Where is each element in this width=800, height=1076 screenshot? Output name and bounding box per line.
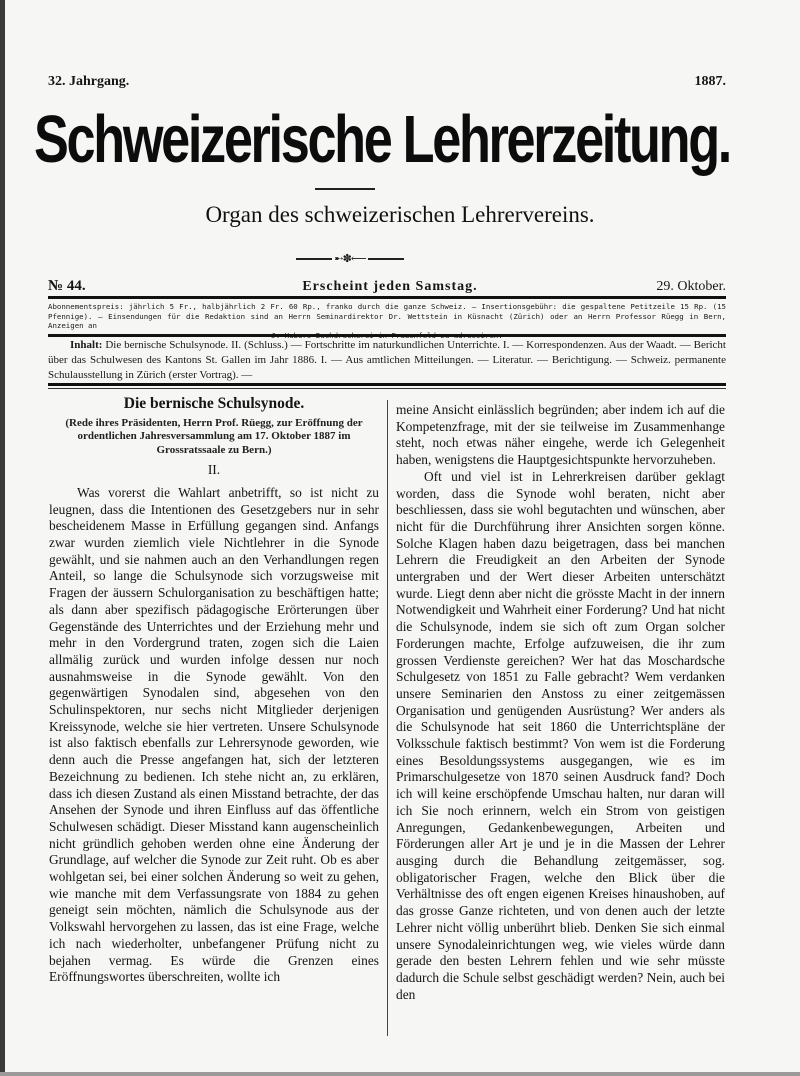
- year-label: 1887.: [694, 74, 726, 89]
- article-subtitle: (Rede ihres Präsidenten, Herrn Prof. Rüegg, zur Eröffnung der ordentlichen Jahresversammlung am 17. Oktober 1887 im Grossratssaale zu Bern.): [65, 416, 363, 456]
- paragraph: meine Ansicht einlässlich begründen; aber indem ich auf die Kompetenzfrage, mit der sie teilweise im Zusammenhange steht, noch etwas näher eingehe, werde ich Gelegenheit haben, wenigstens die Hauptgesichtspunkte hervorzuheben.: [396, 402, 725, 468]
- toc-text: Die bernische Schulsynode. II. (Schluss.) — Fortschritte im naturkundlichen Unterrichte. I. — Korrespondenzen. Aus der Waadt. — Bericht über das Schulwesen des Kantons St. Gallen im Jahr 1886. I. — Aus amtlichen Mitteilungen. — Literatur. — Berichtigung. — Schweiz. permanente Schulausstellung in Zürich (erster Vortrag). —: [48, 339, 726, 381]
- masthead-meta: [48, 74, 726, 90]
- ornament-divider: [290, 252, 410, 266]
- rule-above-subscription: [48, 296, 726, 299]
- article-part: II.: [207, 462, 221, 478]
- table-of-contents: [48, 338, 726, 383]
- article-title: Die bernische Schulsynode.: [123, 395, 305, 412]
- column-left: [49, 396, 379, 986]
- toc-label: Inhalt:: [70, 339, 103, 351]
- issue-date: 29. Oktober.: [656, 279, 726, 294]
- scan-border-left: [0, 0, 5, 1076]
- title-rule: [315, 188, 375, 190]
- issue-row: [48, 278, 726, 295]
- newspaper-title: Schweizerische Lehrerzeitung.: [34, 102, 730, 177]
- ornament-line-right: [368, 258, 404, 260]
- rule-above-toc: [48, 334, 726, 337]
- paragraph: Oft und viel ist in Lehrerkreisen darüber geklagt worden, dass die Synode wohl beraten, nicht aber beschliessen, dass sie wohl begutachten und wünschen, aber nicht für die Durchführung ihrer Ansichten sorgen könne. Solche Klagen haben dazu beigetragen, dass bei manchen Lehrern die Freudigkeit an den Arbeiten der Synode untergraben und der Wert dieser Arbeiten unterschätzt wurde. Liegt denn aber nicht die grösste Macht in der innern Notwendigkeit und Wahrheit einer Forderung? Und hat nicht die Schulsynode, indem sie sich oft zum Organ solcher Forderungen machte, Erfolge aufzuweisen, die ihr zum grossen Verdienste gereichen? Wer hat das Moschardsche Schulgesetz von 1851 zu Falle gebracht? Wem verdanken unsere Seminarien den Anstoss zu einer zeitgemässen Organisation und genügenden Ausrüstung? Wer anders als die Schulsynode hat seit 1860 die Unterrichtspläne der Volksschule faktisch bestimmt? Von wem ist die Forderung eines Besoldungssystems ausgegangen, wie es im Primarschulgesetze von 1870 seinen Ausdruck fand? Doch ich will keine erschöpfende Umschau halten, nur daran will ich Sie noch erinnern, welch ein Strom von geistigen Anregungen, Gedankenbewegungen, Arbeiten und Förderungen aller Art je und je in die Massen der Lehrer ausging durch die Behandlung zeitgemässer, sog. obligatorischer Fragen, welche den Blick über die Verhältnisse des oft engen eigenen Kreises hinaushoben, auf das grosse Ganze richteten, und von denen auch der letzte Lehrer nicht völlig unberührt blieb. Denken Sie sich einmal unsere Synodaleinrichtungen weg, wie vieles würde dann gerade den besten Lehrern fehlen und wie sehr müsste dadurch die Schule selbst geschädigt werden? Nein, auch bei den: [396, 468, 725, 1002]
- scan-border-bottom: [0, 1072, 800, 1076]
- column-right: [396, 402, 725, 1003]
- ornament-icon: ➸✽⟵: [334, 252, 366, 265]
- ornament-line-left: [296, 258, 332, 260]
- rule-below-toc-thin: [48, 388, 726, 389]
- newspaper-subtitle: Organ des schweizerischen Lehrervereins.: [205, 202, 595, 227]
- paragraph: Was vorerst die Wahlart anbetrifft, so ist nicht zu leugnen, dass die Intentionen des Gesetzgebers nur in sehr bescheidenem Masse in Erfüllung gegangen sind. Anfangs zwar wurden ziemlich viele Nichtlehrer in die Synode gewählt, und sie nahmen auch an den Verhandlungen regen Anteil, so lange die Schulsynode sich vorzugsweise mit Fragen der äussern Schulorganisation zu beschäftigen hatte; als dann aber spezifisch pädagogische Erörterungen über Gegenstände des Unterrichtes und der Erziehung mehr und mehr in den Vordergrund traten, zogen sich die Laien allmälig zurück und wurden infolge dessen nur noch ausnahmsweise in die Synode gewählt. Von den gegenwärtigen Synodalen sind, abgesehen von den Schulinspektoren, nur sechs nicht Mitglieder derjenigen Kreissynode, welche sie hier vertreten. Unsere Schulsynode ist also faktisch ebenfalls zur Lehrersynode geworden, wie denn auch die Presse angefangen hat, sich der letzteren Bezeichnung zu bedienen. Ich stehe nicht an, zu erklären, dass ich diesen Zustand als einen Misstand betrachte, der das Ansehen der Synode und ihren Einfluss auf das öffentliche Schulwesen schädigt. Dieser Misstand kann augenscheinlich nicht gründlich gehoben werden ohne eine Änderung der Grundlage, auf welcher die Synode zur Zeit ruht. Ob es aber wohlgetan sei, bei einer solchen Änderung so weit zu gehen, wie manche mit dem Verfassungsrate von 1884 zu gehen geneigt sein möchten, nämlich die Schulsynode aus der Volkswahl hervorgehen zu lassen, das ist eine Frage, welche ich nach wiederholter, unbefangener Prüfung nicht zu bejahen vermag. Es würde die Grenzen eines Eröffnungswortes überschreiten, wollte ich: [49, 484, 379, 985]
- subscription-text: Abonnementspreis: jährlich 5 Fr., halbjährlich 2 Fr. 60 Rp., franko durch die ganze Schweiz. — Insertionsgebühr: die gespaltene Petitzeile 15 Rp. (15 Pfennige). — Einsendungen für die Redaktion sind an Herrn Seminardirektor Dr. Wettstein in Küsnacht (Zürich) oder an Herrn Professor Rüegg in Bern, Anzeigen an: [48, 302, 726, 330]
- issue-number: № 44.: [48, 278, 86, 294]
- rule-below-toc: [48, 383, 726, 386]
- issue-frequency: Erscheint jeden Samstag.: [302, 279, 478, 294]
- volume-label: 32. Jahrgang.: [48, 74, 130, 89]
- column-divider: [387, 400, 388, 1036]
